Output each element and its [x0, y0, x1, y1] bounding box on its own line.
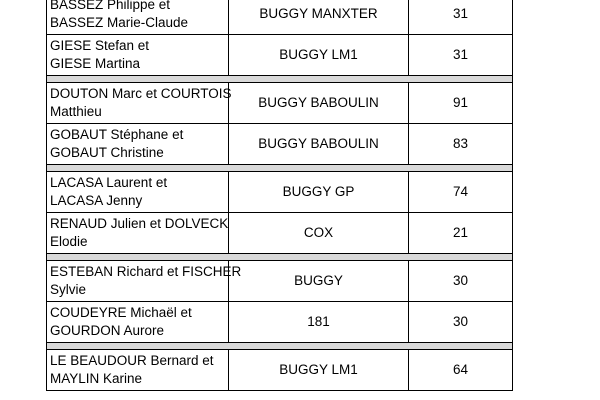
crew-name-line: GIESE Martina [50, 56, 141, 71]
crew-name-line: LACASA Jenny [50, 193, 143, 208]
table-row [47, 350, 513, 391]
crew-name-line: Sylvie [50, 282, 87, 297]
vehicle-cell: BUGGY MANXTER [229, 0, 409, 35]
crew-name-line: Matthieu [50, 104, 102, 119]
number-cell: 31 [409, 35, 513, 76]
number-cell: 31 [409, 0, 513, 35]
crew-name-line: ESTEBAN Richard et FISCHER [50, 264, 242, 279]
number-cell: 21 [409, 213, 513, 254]
number-cell: 30 [409, 302, 513, 343]
number-cell: 91 [409, 83, 513, 124]
number-cell: 74 [409, 172, 513, 213]
table-row [47, 83, 513, 124]
table-row [47, 213, 513, 254]
vehicle-cell: BUGGY LM1 [229, 35, 409, 76]
table-row [47, 261, 513, 302]
crew-table [46, 0, 513, 391]
table-row [47, 0, 513, 35]
table-row [47, 172, 513, 213]
crew-name-line: LACASA Laurent et [50, 175, 168, 190]
crew-names-cell [47, 302, 229, 343]
crew-name-line: BASSEZ Marie-Claude [50, 15, 189, 30]
crew-names-cell [47, 261, 242, 302]
vehicle-cell: BUGGY [229, 261, 409, 302]
group-separator [47, 343, 513, 350]
crew-name-line: Elodie [50, 234, 88, 249]
vehicle-cell: BUGGY GP [229, 172, 409, 213]
crew-name-line: RENAUD Julien et DOLVECK [50, 216, 229, 231]
table-row [47, 124, 513, 165]
crew-name-line: LE BEAUDOUR Bernard et [50, 353, 214, 368]
vehicle-cell: BUGGY BABOULIN [229, 83, 409, 124]
vehicle-cell: BUGGY LM1 [229, 350, 409, 391]
crew-names-cell [47, 83, 232, 124]
group-separator [47, 254, 513, 261]
vehicle-cell: BUGGY BABOULIN [229, 124, 409, 165]
crew-name-line: BASSEZ Philippe et [50, 0, 171, 12]
group-separator [47, 76, 513, 83]
vehicle-cell: COX [229, 213, 409, 254]
table-row [47, 302, 513, 343]
crew-names-cell [47, 172, 229, 213]
crew-names-cell [47, 213, 229, 254]
number-cell: 30 [409, 261, 513, 302]
number-cell: 64 [409, 350, 513, 391]
table-row [47, 35, 513, 76]
group-separator [47, 165, 513, 172]
crew-name-line: DOUTON Marc et COURTOIS [50, 86, 232, 101]
crew-name-line: GIESE Stefan et [50, 38, 150, 53]
crew-names-cell [47, 0, 229, 35]
crew-names-cell [47, 35, 229, 76]
crew-name-line: GOURDON Aurore [50, 323, 165, 338]
crew-names-cell [47, 124, 229, 165]
crew-name-line: GOBAUT Stéphane et [50, 127, 184, 142]
crew-name-line: COUDEYRE Michaël et [50, 305, 192, 320]
crew-name-line: MAYLIN Karine [50, 371, 143, 386]
vehicle-cell: 181 [229, 302, 409, 343]
number-cell: 83 [409, 124, 513, 165]
crew-names-cell [47, 350, 229, 391]
crew-name-line: GOBAUT Christine [50, 145, 164, 160]
